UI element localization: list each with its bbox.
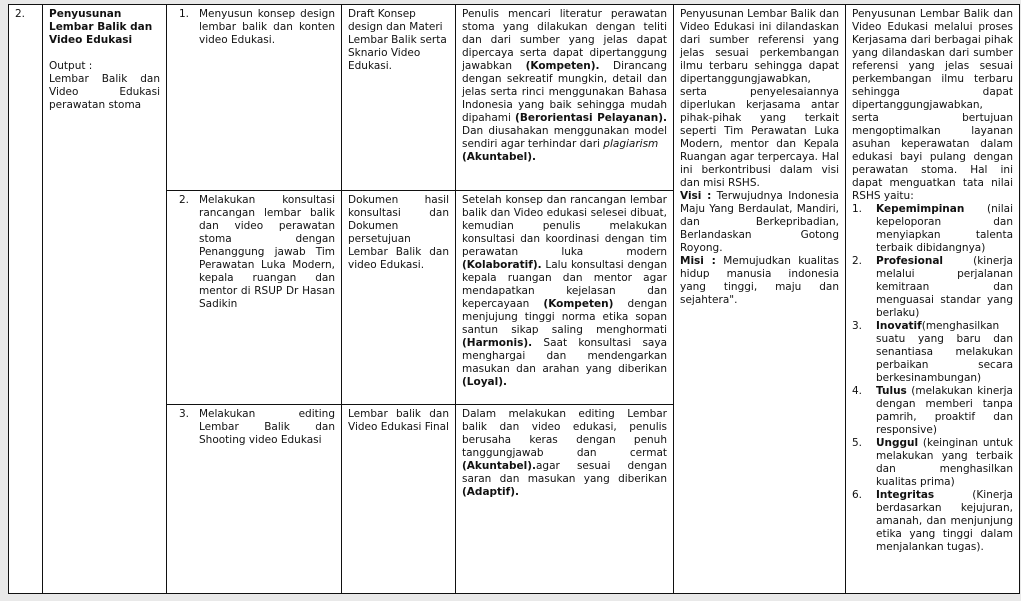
item-label: Kepemimpinan (876, 203, 965, 215)
values-cell (456, 191, 674, 405)
kegiatan-number: 3. (179, 408, 190, 420)
activity-title: Penyusunan Lembar Balik dan Video Edukasi (49, 8, 153, 46)
item-number: 2. (852, 255, 863, 267)
list-item (852, 255, 1013, 320)
activity-title-cell (43, 5, 167, 594)
value-label: (Kolaboratif). (462, 259, 542, 271)
list-item (852, 320, 1013, 385)
visi-text: Terwujudnya Indonesia Maju Yang Berdaulat, Mandiri, dan Berkepribadian, Berlandaskan Gotong Royong. (680, 190, 839, 254)
item-number: 1. (852, 203, 863, 215)
row-number-cell (9, 5, 43, 594)
values-text: dengan menjujung tinggi norma etika sopan santun sikap saling menghormati (462, 298, 667, 336)
item-number: 4. (852, 385, 863, 397)
kegiatan-cell (167, 191, 342, 405)
list-item (852, 385, 1013, 437)
output-cell (342, 5, 456, 191)
value-label: (Adaptif). (462, 486, 520, 498)
kegiatan-text: Melakukan konsultasi rancangan lembar balik dan video perawatan stoma dengan Penanggung jawab Tim Perawatan Luka Modern, kepala ruangan dan mentor di RSUP Dr Hasan Sadikin (199, 194, 335, 310)
values-text: Dalam melakukan editing Lembar balik dan video edukasi, penulis berusaha keras dengan penuh tanggungjawab dan cermat (462, 408, 667, 459)
kegiatan-cell (167, 5, 342, 191)
kegiatan-text: Melakukan editing Lembar Balik dan Shooting video Edukasi (199, 408, 335, 446)
value-label: (Kompeten) (543, 298, 614, 310)
values-text: Lalu konsultasi dengan kepala ruangan dan mentor agar mendapatkan kejelasan dan kepercayaan (462, 259, 667, 310)
output-label: Output : (49, 60, 93, 72)
kegiatan-cell (167, 405, 342, 594)
item-label: Inovatif (876, 320, 922, 332)
kegiatan-number: 2. (179, 194, 190, 206)
item-desc: (menghasilkan suatu yang baru dan senantiasa melakukan perbaikan secara berkesinambungan) (876, 320, 1013, 384)
italic-term: plagiarism (603, 138, 659, 150)
penguatan-cell (846, 5, 1020, 594)
output-text: Lembar balik dan Video Edukasi Final (348, 408, 449, 433)
item-label: Unggul (876, 437, 919, 449)
values-text: Setelah konsep dan rancangan lembar balik dan Video edukasi selesei dibuat, kemudian penulis melakukan konsultasi dan koordinasi dengan tim perawatan luka modern (462, 194, 667, 258)
list-item (852, 437, 1013, 489)
output-cell (342, 191, 456, 405)
value-label: (Kompeten). (525, 60, 600, 72)
item-desc: (kinerja melalui perjalanan kemitraan dan menguasai standar yang berlaku) (876, 255, 1013, 319)
values-text: Dan diusahakan menggunakan model sendiri agar terhindar dari (462, 125, 667, 150)
values-text: Penulis mencari literatur perawatan stoma yang dilakukan dengan teliti dan dari sumber yang jelas dapat dipercaya serta dapat dipertanggung jawabkan (462, 8, 667, 72)
values-text: Saat konsultasi saya menghargai dan mendengarkan masukan dan arahan yang diberikan (462, 337, 667, 375)
kegiatan-text: Menyusun konsep design lembar balik dan konten video Edukasi. (199, 8, 335, 46)
visi-misi-intro: Penyusunan Lembar Balik dan Video Edukasi ini dilandaskan dari sumber referensi yang jelas sesuai perkembangan ilmu terbaru sehingga dapat dipertanggungjawabkan, serta penyelesaiannya diperlukan kerjasama antar pihak-pihak yang terkait seperti Tim Perawatan Luka Modern, mentor dan Kepala Ruangan agar terpercaya. Hal ini berkontribusi dalam visi dan misi RSHS. (680, 8, 839, 189)
item-label: Integritas (876, 489, 935, 501)
item-number: 6. (852, 489, 863, 501)
visi-misi-cell (674, 5, 846, 594)
table-row (9, 5, 1020, 191)
values-text: agar sesuai dengan saran dan masukan yang diberikan (462, 460, 667, 485)
item-number: 5. (852, 437, 863, 449)
value-label: (Harmonis). (462, 337, 533, 349)
output-text: Lembar Balik dan Video Edukasi perawatan stoma (49, 73, 160, 111)
misi-label: Misi : (680, 255, 716, 267)
value-label: (Akuntabel). (462, 460, 536, 472)
item-desc: (melakukan kinerja dengan memberi tanpa pamrih, proaktif dan responsive) (876, 385, 1013, 436)
list-item (852, 489, 1013, 554)
tata-nilai-list (852, 203, 1013, 554)
output-cell (342, 405, 456, 594)
item-desc: (keinginan untuk melakukan yang terbaik dan menghasilkan kualitas prima) (876, 437, 1013, 488)
values-cell (456, 405, 674, 594)
values-text: Dirancang dengan sekreatif mungkin, detail dan jelas serta rinci menggunakan Bahasa Indonesia yang baik sehingga mudah dipahami (462, 60, 667, 124)
value-label: (Loyal). (462, 376, 508, 388)
misi-text: Memujudkan kualitas hidup manusia indonesia yang tinggi, maju dan sejahtera". (680, 255, 839, 306)
value-label: (Akuntabel). (462, 151, 536, 163)
list-item (852, 203, 1013, 255)
item-desc: (nilai kepeloporan dan menyiapkan talenta terbaik dibidangnya) (876, 203, 1013, 254)
penguatan-intro: Penyusunan Lembar Balik dan Video Edukasi melalui proses Kerjasama dari berbagai pihak yang dilandaskan dari sumber referensi yang jelas sesuai perkembangan ilmu terbaru sehingga dapat dipertanggungjawabkan, serta bertujuan mengoptimalkan layanan asuhan keperawatan dalam edukasi bayi pulang dengan perawatan stoma. Hal ini dapat menguatkan tata nilai RSHS yaitu: (852, 8, 1013, 202)
item-label: Tulus (876, 385, 907, 397)
item-desc: (Kinerja berdasarkan kejujuran, amanah, dan menjunjung etika yang tinggi dalam menjalankan tugas). (876, 489, 1013, 553)
values-cell (456, 5, 674, 191)
output-text: Dokumen hasil konsultasi dan Dokumen persetujuan Lembar Balik dan video Edukasi. (348, 194, 449, 271)
document-table (8, 4, 1020, 594)
value-label: (Berorientasi Pelayanan). (515, 112, 667, 124)
kegiatan-number: 1. (179, 8, 190, 20)
visi-label: Visi : (680, 190, 712, 202)
item-label: Profesional (876, 255, 943, 267)
item-number: 3. (852, 320, 863, 332)
output-text: Draft Konsep design dan Materi Lembar Balik serta Sknario Video Edukasi. (348, 8, 447, 72)
row-number: 2. (15, 8, 26, 20)
